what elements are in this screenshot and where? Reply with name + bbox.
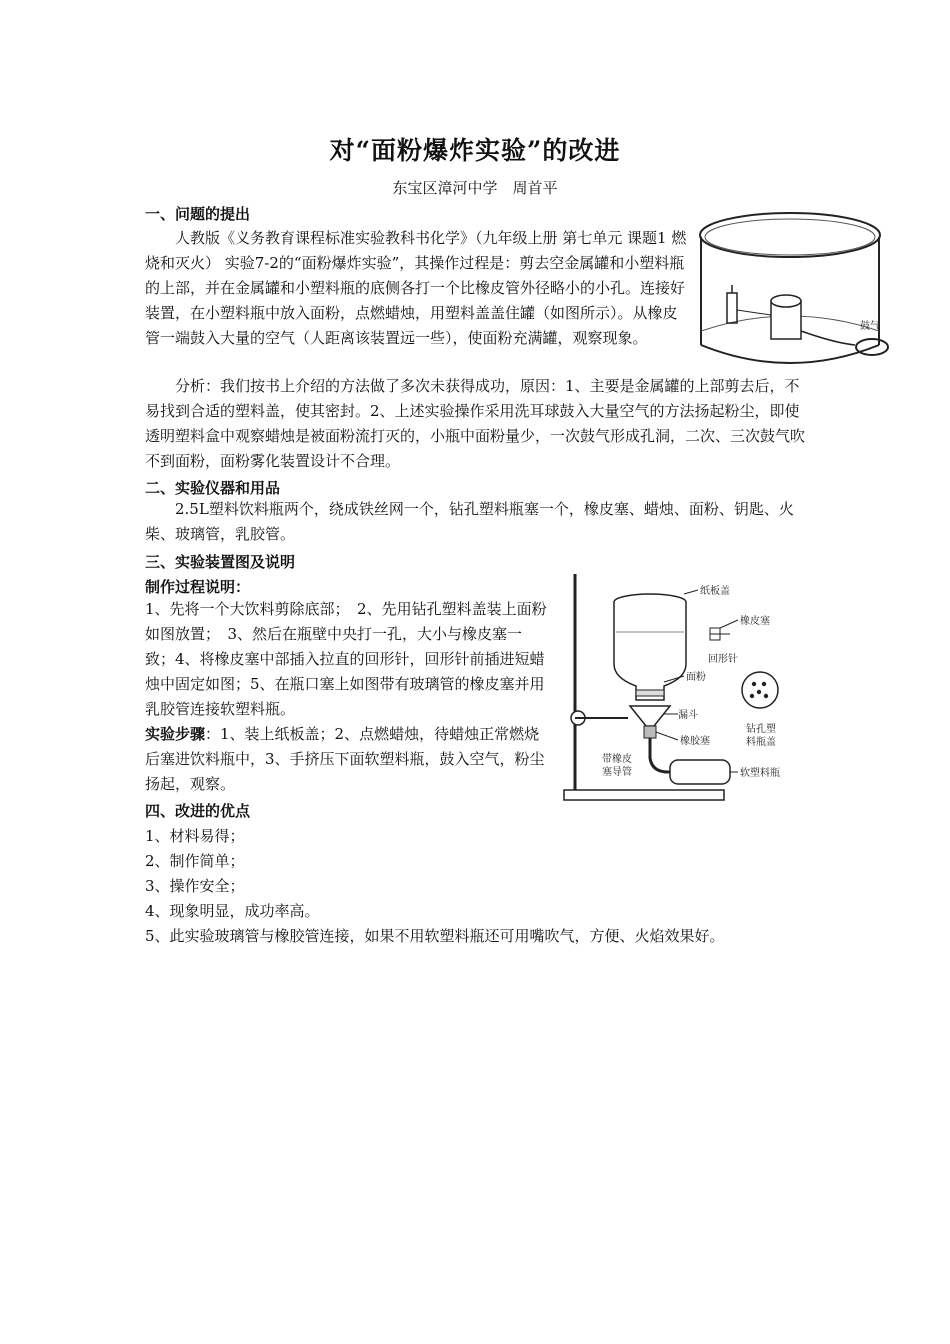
label-funnel: 漏斗 xyxy=(678,710,698,721)
experiment-steps xyxy=(145,722,550,797)
cap-hole xyxy=(750,694,754,698)
label-flour: 面粉 xyxy=(686,672,706,683)
cap-hole xyxy=(762,682,766,686)
steps-text: ：1、装上纸板盖；2、点燃蜡烛，待蜡烛正常燃烧后塞进饮料瓶中，3、手挤压下面软塑料瓶，鼓入空气，粉尘扬起，观察。 xyxy=(145,725,545,793)
section-1-heading: 一、问题的提出 xyxy=(145,205,251,223)
drilled-cap xyxy=(742,672,778,708)
funnel xyxy=(630,706,670,726)
label-cap-line-2: 料瓶盖 xyxy=(746,737,776,748)
can-apparatus-figure xyxy=(695,205,895,375)
label-soft-bottle: 软塑料瓶 xyxy=(740,768,780,779)
candle xyxy=(727,293,737,323)
section-2-heading: 二、实验仪器和用品 xyxy=(145,479,281,497)
label-stopper: 橡皮塞 xyxy=(740,616,770,627)
list-item: 3、操作安全； xyxy=(145,877,245,895)
rubber-tube xyxy=(801,331,855,345)
stand-base xyxy=(564,790,724,800)
section-4-heading: 四、改进的优点 xyxy=(145,802,251,820)
label-cap-line-1: 钻孔塑 xyxy=(746,724,776,735)
cap-hole xyxy=(752,682,756,686)
author-line: 东宝区漳河中学 周首平 xyxy=(392,179,558,197)
wire xyxy=(737,310,771,315)
leader-line xyxy=(720,620,738,628)
can-top-inner xyxy=(705,219,875,255)
label-cover: 纸板盖 xyxy=(700,586,730,597)
figure-1-label: 鼓气 xyxy=(860,321,880,332)
section-3-subheading: 制作过程说明： xyxy=(145,578,251,596)
label-tube-line-1: 带橡皮 xyxy=(602,754,632,765)
list-item: 5、此实验玻璃管与橡胶管连接，如果不用软塑料瓶还可用嘴吹气，方便、火焰效果好。 xyxy=(145,927,725,945)
inverted-bottle xyxy=(614,602,686,700)
list-item: 2、制作简单； xyxy=(145,852,245,870)
label-clip: 回形针 xyxy=(708,654,738,665)
section-2-paragraph: 2.5L塑料饮料瓶两个，绕成铁丝网一个，钻孔塑料瓶塞一个，橡皮塞、蜡烛、面粉、钥匙、火柴、玻璃管，乳胶管。 xyxy=(145,500,794,543)
steps-label: 实验步骤 xyxy=(145,725,206,743)
funnel-stopper xyxy=(644,726,656,738)
list-item: 1、材料易得； xyxy=(145,827,245,845)
cap-hole xyxy=(764,694,768,698)
cap-hole xyxy=(757,690,761,694)
list-item: 4、现象明显，成功率高。 xyxy=(145,902,320,920)
section-1-paragraph-1: 人教版《义务教育课程标准实验教科书化学》（九年级上册 第七单元 课题1 燃烧和灭火） 实验7-2的“面粉爆炸实验”，其操作过程是：剪去空金属罐和小塑料瓶的上部，并在金属罐和小塑料瓶的底侧各打一个比橡皮管外径略小的小孔。连接好装置，在小塑料瓶中放入面粉，点燃蜡烛，用塑料盖盖住罐（如图所示）。从橡皮管一端鼓入大量的空气（人距离该装置远一些），使面粉充满罐，观察现象。 xyxy=(145,229,687,347)
section-3-heading: 三、实验装置图及说明 xyxy=(145,553,296,571)
soft-plastic-bottle xyxy=(670,760,730,784)
section-1-paragraph-2: 分析：我们按书上介绍的方法做了多次未获得成功，原因：1、主要是金属罐的上部剪去后，不易找到合适的塑料盖，使其密封。2、上述实验操作采用洗耳球鼓入大量空气的方法扬起粉尘，即使透明塑料盒中观察蜡烛是被面粉流打灭的，小瓶中面粉量少，一次鼓气形成孔洞，二次、三次鼓气吹不到面粉，面粉雾化装置设计不合理。 xyxy=(145,377,806,470)
leader-line xyxy=(656,732,678,740)
section-3-paragraph: 1、先将一个大饮料剪除底部； 2、先用钻孔塑料盖装上面粉如图放置； 3、然后在瓶壁中央打一孔，大小与橡皮塞一致；4、将橡皮塞中部插入拉直的回形针，回形针前插进短蜡烛中固定如图；5、在瓶口塞上如图带有玻璃管的橡皮塞并用乳胶管连接软塑料瓶。 xyxy=(145,600,547,718)
label-rubber-stopper: 橡胶塞 xyxy=(680,736,710,747)
improved-apparatus-figure xyxy=(560,572,805,807)
can-bottom xyxy=(701,345,879,363)
flour-cap xyxy=(636,690,664,696)
can-top-rim xyxy=(700,213,880,257)
leader-line xyxy=(684,590,698,594)
page-title: 对“面粉爆炸实验”的改进 xyxy=(329,136,621,165)
small-bottle-top xyxy=(771,295,801,307)
label-tube-line-2: 塞导管 xyxy=(602,767,632,778)
